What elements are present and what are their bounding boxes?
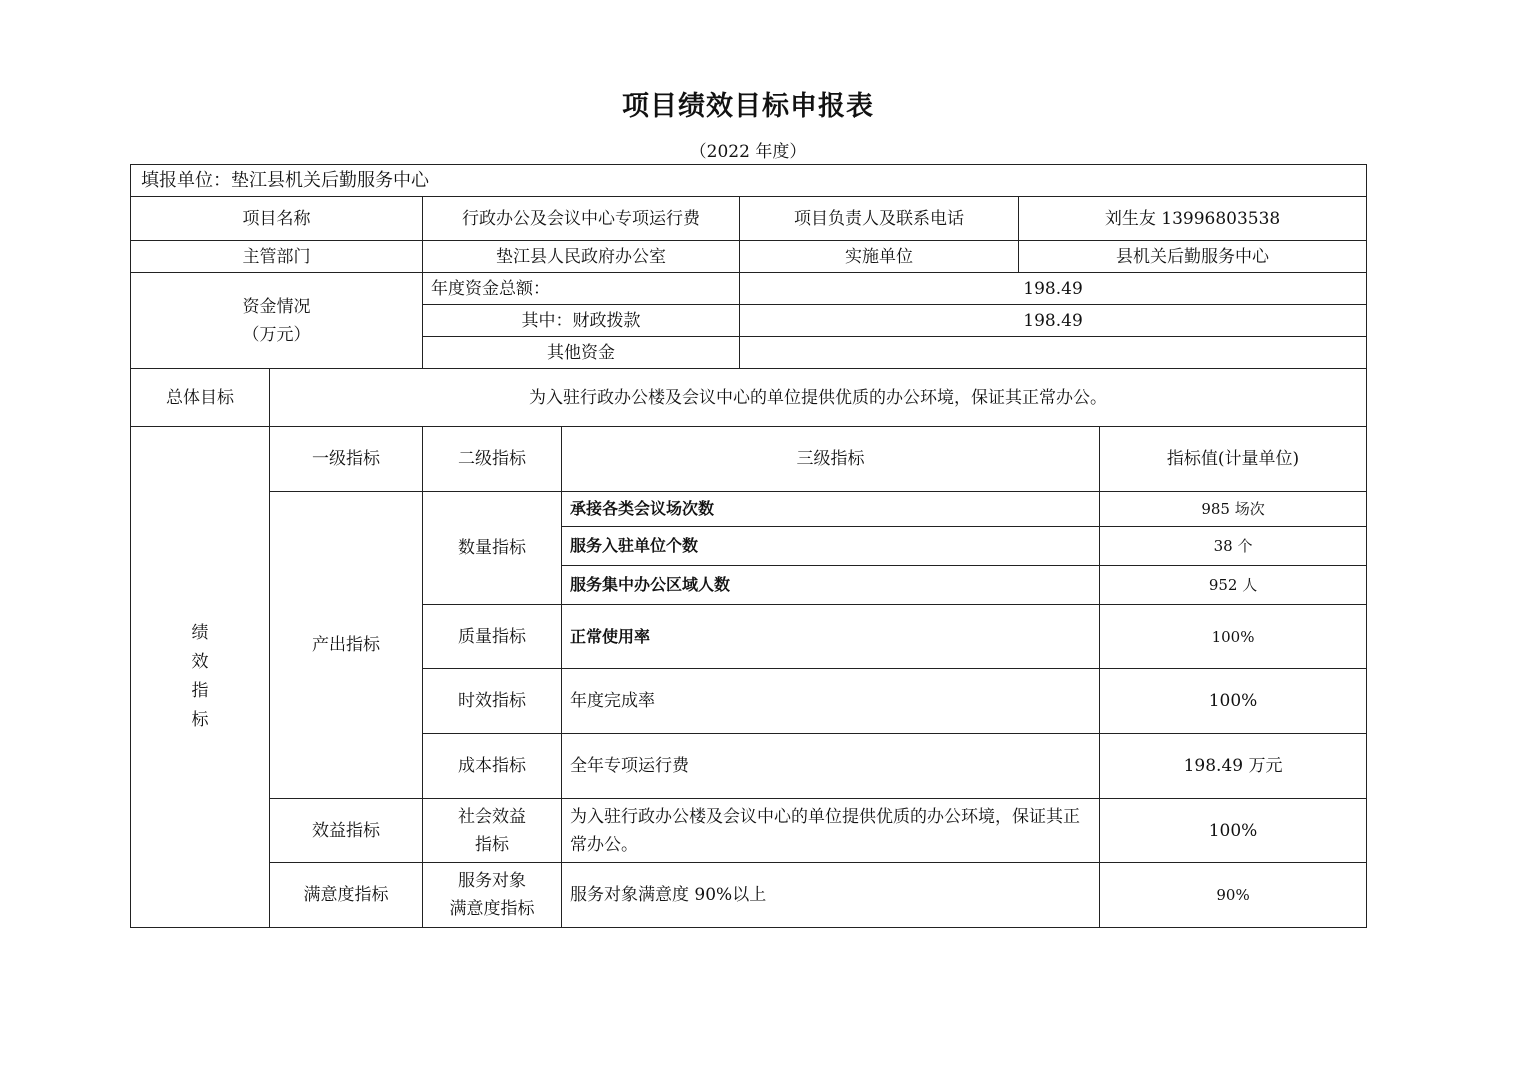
cost-indicator-label: 成本指标: [423, 734, 562, 799]
indicator-char-4: 标: [191, 710, 209, 730]
indicator-name: 年度完成率: [562, 669, 1100, 734]
funds-label: [131, 273, 423, 369]
dept-value: 垫江县人民政府办公室: [423, 241, 740, 273]
indicator-name: 服务入驻单位个数: [562, 527, 1100, 566]
performance-indicators-label: [131, 427, 270, 928]
social-benefit-line2: 指标: [475, 834, 509, 855]
social-benefit-line1: 社会效益: [458, 806, 526, 827]
satisfaction-indicator-label: 满意度指标: [270, 863, 423, 928]
overall-goal-value: 为入驻行政办公楼及会议中心的单位提供优质的办公环境，保证其正常办公。: [270, 369, 1367, 427]
other-funds-value: [740, 337, 1367, 369]
indicator-name: 为入驻行政办公楼及会议中心的单位提供优质的办公环境，保证其正常办公。: [562, 799, 1100, 863]
other-funds-label: 其他资金: [423, 337, 740, 369]
benefit-indicator-label: 效益指标: [270, 799, 423, 863]
indicator-value: 952 人: [1100, 566, 1367, 605]
impl-label: 实施单位: [740, 241, 1019, 273]
indicator-char-1: 绩: [191, 623, 209, 643]
output-indicator-label: 产出指标: [270, 492, 423, 799]
service-satisfaction-label: [423, 863, 562, 928]
indicator-value: 100%: [1100, 669, 1367, 734]
header-level3: 三级指标: [562, 427, 1100, 492]
indicator-name: 服务集中办公区域人数: [562, 566, 1100, 605]
funds-label-line2: （万元）: [242, 324, 311, 345]
indicator-value: 100%: [1100, 605, 1367, 669]
indicator-value: 198.49 万元: [1100, 734, 1367, 799]
performance-form-table: [130, 164, 1367, 928]
indicator-value: 100%: [1100, 799, 1367, 863]
social-benefit-label: [423, 799, 562, 863]
quantity-indicator-label: 数量指标: [423, 492, 562, 605]
contact-value: 刘生友 13996803538: [1019, 197, 1367, 241]
funds-label-line1: 资金情况: [242, 296, 311, 317]
timeliness-indicator-label: 时效指标: [423, 669, 562, 734]
contact-label: 项目负责人及联系电话: [740, 197, 1019, 241]
indicator-char-3: 指: [191, 681, 209, 701]
overall-goal-label: 总体目标: [131, 369, 270, 427]
reporting-unit: 填报单位：垫江县机关后勤服务中心: [131, 165, 1367, 197]
indicator-name: 服务对象满意度 90%以上: [562, 863, 1100, 928]
indicator-value: 90%: [1100, 863, 1367, 928]
service-satisfaction-line2: 满意度指标: [449, 899, 535, 919]
header-level2: 二级指标: [423, 427, 562, 492]
indicator-name: 全年专项运行费: [562, 734, 1100, 799]
total-funds-label: 年度资金总额：: [423, 273, 740, 305]
project-name-value: 行政办公及会议中心专项运行费: [423, 197, 740, 241]
impl-value: 县机关后勤服务中心: [1019, 241, 1367, 273]
fiscal-funds-label: 其中：财政拨款: [423, 305, 740, 337]
indicator-char-2: 效: [191, 652, 209, 672]
header-level1: 一级指标: [270, 427, 423, 492]
quality-indicator-label: 质量指标: [423, 605, 562, 669]
page-title: 项目绩效目标申报表: [622, 91, 874, 122]
indicator-name: 承接各类会议场次数: [562, 492, 1100, 527]
service-satisfaction-line1: 服务对象: [458, 871, 526, 891]
project-name-label: 项目名称: [131, 197, 423, 241]
fiscal-funds-value: 198.49: [740, 305, 1367, 337]
year-subtitle: （2022 年度）: [689, 142, 807, 162]
indicator-value: 38 个: [1100, 527, 1367, 566]
header-value: 指标值(计量单位): [1100, 427, 1367, 492]
indicator-value: 985 场次: [1100, 492, 1367, 527]
indicator-name: 正常使用率: [562, 605, 1100, 669]
dept-label: 主管部门: [131, 241, 423, 273]
total-funds-value: 198.49: [740, 273, 1367, 305]
